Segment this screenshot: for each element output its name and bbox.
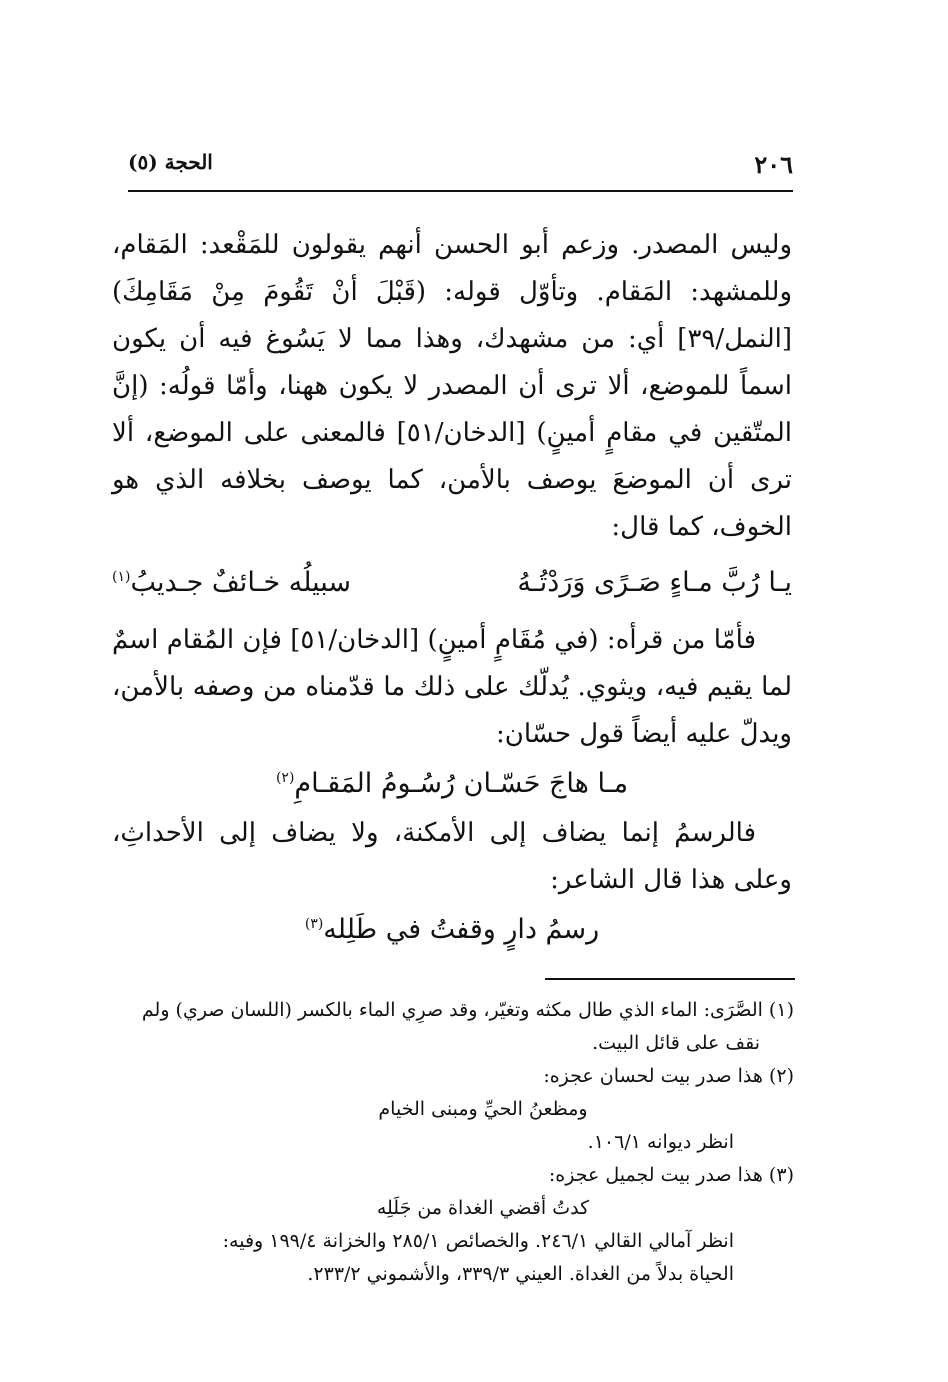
verse-3 [112,904,792,956]
page-number: ٢٠٦ [754,150,793,179]
verse-2-text: مـا هاجَ حَسّـان رُسُـومُ المَقـامِ [294,768,629,799]
footnote-2-reference: انظر ديوانه ١٠٦/١. [587,1131,734,1153]
footnote-ref-2: (٢) [275,770,295,786]
footnote-ref-1: (١) [112,569,131,585]
verse-2 [112,758,792,810]
main-text [112,222,792,956]
paragraph-2: فأمّا من قرأه: (في مُقَامٍ أمينٍ) [الدخان/٥١] فإن المُقام اسمٌ لما يقيم فيه، ويثوي. يُدلّك على ذلك ما قدّمناه من وصفه بالأمن، ويدلّ عليه أيضاً قول حسّان: [112,625,792,749]
page-header [128,142,793,182]
footnotes [112,994,794,1291]
footnote-3-reference-2: الحياة بدلاً من الغداة. العيني ٣٣٩/٣، والأشموني ٢٣٣/٢. [307,1263,734,1285]
footnote-ref-3: (٣) [304,916,324,932]
verse-3-text: رسمُ دارٍ وقفتُ في طَلِله [323,914,600,945]
running-title: الحجة (٥) [128,150,213,174]
verse-1-first-hemistich: يـا رُبَّ مـاءٍ صَـرًى وَرَدْتُـهُ [517,567,792,598]
footnote-separator [545,978,795,980]
footnote-1-line-2: نقف على قائل البيت. [592,1032,760,1054]
paragraph-3: فالرسمُ إنما يضاف إلى الأمكنة، ولا يضاف إلى الأحداثِ، وعلى هذا قال الشاعر: [112,818,792,895]
header-rule [128,190,793,192]
verse-1 [112,557,792,609]
footnote-1-line-1: (١) الصَّرَى: الماء الذي طال مكثه وتغيّر، وقد صرِي الماء بالكسر (اللسان صري) ولم [141,999,794,1021]
footnote-3-verse: كدتُ أقضي الغداة من جَلَلِه [376,1197,590,1219]
footnote-3-line-1: (٣) هذا صدر بيت لجميل عجزه: [548,1164,794,1186]
footnote-3-reference-1: انظر آمالي القالي ٢٤٦/١. والخصائص ٢٨٥/١ والخزانة ١٩٩/٤ وفيه: [222,1230,734,1252]
paragraph-1: وليس المصدر. وزعم أبو الحسن أنهم يقولون للمَقْعد: المَقام، وللمشهد: المَقام. وتأوّل قوله: (قَبْلَ أنْ تَقُومَ مِنْ مَقَامِكَ) [النمل/٣٩] أي: من مشهدك، وهذا مما لا يَسُوغ فيه أن يكون اسماً للموضع، ألا ترى أن المصدر لا يكون ههنا، وأمّا قولُه: (إنَّ المتّقين في مقامٍ أمينٍ) [الدخان/٥١] فالمعنى على الموضع، ألا ترى أن الموضعَ يوصف بالأمن، كما يوصف بخلافه الذي هو الخوف، كما قال: [112,230,792,542]
footnote-2-verse: ومظعنُ الحيِّ ومبنى الخيام [378,1098,588,1120]
verse-1-second-text: سبيلُه خـائفٌ جـديبُ [130,567,352,598]
verse-1-second-hemistich [112,557,351,609]
footnote-2-line-1: (٢) هذا صدر بيت لحسان عجزه: [543,1065,794,1087]
